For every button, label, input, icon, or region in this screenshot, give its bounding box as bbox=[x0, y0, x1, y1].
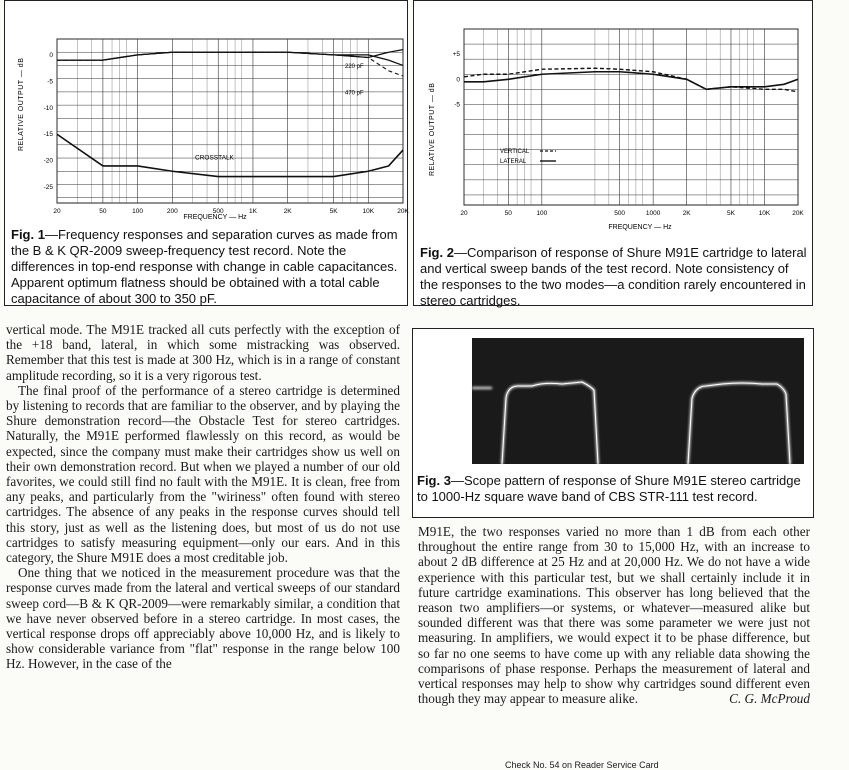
annotation-470pf: 470 pF bbox=[345, 90, 364, 97]
legend-vertical: VERTICAL bbox=[500, 149, 530, 155]
y-tick-label: -5 bbox=[454, 101, 460, 109]
x-tick-label: 20 bbox=[460, 210, 468, 217]
y-tick-label: -5 bbox=[47, 78, 53, 86]
y-tick-label: -25 bbox=[43, 184, 53, 192]
y-tick-label: 0 bbox=[49, 51, 53, 59]
x-tick-label: 100 bbox=[536, 210, 548, 217]
paragraph: The final proof of the performance of a stereo cartridge is determined by listening to records that are familiar to the observer, and by playing the Shure demonstration record—the Obstacle Test for stereo cartridges. Naturally, the M91E performed flawlessly on this record, as would be expected, since the company must make their cartridges show us well on their own demonstration record. But when we played a number of our old favorites, we could still find no fault with the M91E. It is clean, free from any peaks, and particularly from the "wiriness" often found with stereo cartridges. The absence of any peaks in the response curves should tell this story, just as well as the listening does, but most of us do not use cartridges to satisfy measuring equipment—only our ears. And in this category, the Shure M91E does a most creditable job. bbox=[6, 382, 400, 566]
x-tick-label: 20 bbox=[53, 208, 61, 215]
x-tick-label: 500 bbox=[212, 208, 224, 215]
x-tick-label: 50 bbox=[99, 208, 107, 215]
x-tick-label: 1000 bbox=[645, 210, 661, 217]
series-line bbox=[464, 68, 798, 92]
x-tick-label: 1K bbox=[248, 208, 257, 215]
scope-photo bbox=[472, 338, 804, 464]
x-tick-label: 2K bbox=[682, 210, 691, 217]
y-tick-label: -10 bbox=[43, 104, 53, 112]
paragraph-text: M91E, the two responses varied no more than 1 dB from each other throughout the entire range from 30 to 15,000 Hz, with an increase to about 2 dB difference at 25 Hz and at 20,000 Hz. We do not have a wide experience with this particular test, but we shall certainly include it in future cartridge examinations. This observer has long believed that the reason two amplifiers—or systems, or whatever—measured alike but sounded different was that there was some parameter we were just not measuring. In amplifiers, we would expect it to be phase difference, but so far no one seems to have come up with any reliable data showing the comparisons of phase response. Perhaps the measurement of lateral and vertical responses may help to show why cartridges sound different even though they may appear to measure alike. bbox=[418, 524, 810, 707]
y-tick-label: -20 bbox=[43, 157, 53, 165]
x-tick-label: 50 bbox=[504, 210, 512, 217]
x-tick-label: 5K bbox=[726, 210, 735, 217]
x-tick-label: 5K bbox=[329, 208, 338, 215]
right-column bbox=[418, 524, 810, 706]
x-tick-label: 100 bbox=[132, 208, 144, 215]
annotation-220pf: 220 pF bbox=[345, 64, 364, 71]
fig2-ylabel: RELATIVE OUTPUT — dB bbox=[429, 82, 436, 176]
x-tick-label: 10K bbox=[362, 208, 375, 215]
square-wave-trace bbox=[472, 338, 804, 464]
legend-lateral: LATERAL bbox=[500, 159, 527, 165]
fig3-caption-label: Fig. 3 bbox=[417, 473, 451, 488]
fig1-caption-text: —Frequency responses and separation curves as made from the B & K QR-2009 sweep-frequency test record. Note the differences in top-end response with change in cable capacitances. Apparent optimum flatness should be obtained with a total cable capacitance of about 300 to 350 pF. bbox=[11, 227, 398, 306]
paragraph: vertical mode. The M91E tracked all cuts perfectly with the exception of the +18 band, lateral, in which some mistracking was observed. Remember that this test is made at 300 Hz, which is in a range of constant amplitude recording, so it is a very rigorous test. bbox=[6, 322, 400, 383]
x-tick-label: 20K bbox=[397, 208, 409, 215]
left-column bbox=[6, 322, 400, 672]
fig1-xlabel: FREQUENCY — Hz bbox=[183, 214, 247, 221]
x-tick-label: 200 bbox=[166, 208, 178, 215]
fig2-caption-label: Fig. 2 bbox=[420, 245, 454, 260]
fig1-caption-label: Fig. 1 bbox=[11, 227, 45, 242]
signature: C. G. McProud bbox=[729, 691, 810, 707]
x-tick-label: 20K bbox=[792, 210, 804, 217]
fig3-caption bbox=[417, 473, 809, 505]
figure-1 bbox=[4, 0, 408, 306]
annotation-crosstalk: CROSSTALK bbox=[195, 154, 234, 162]
paragraph: One thing that we noticed in the measurement procedure was that the response curves made from the lateral and vertical sweeps of our standard sweep cord—B & K QR-2009—were remarkably similar, a condition that we have never observed before in a stereo cartridge. In most cases, the vertical response drops off appreciably above 10,000 Hz, and is likely to show considerable variance from "flat" response in the range below 100 Hz. However, in the case of the bbox=[6, 565, 400, 672]
y-tick-label: -15 bbox=[43, 131, 53, 139]
fig1-ylabel: RELATIVE OUTPUT — dB bbox=[18, 57, 25, 151]
y-tick-label: 0 bbox=[456, 76, 460, 84]
fig1-chart bbox=[5, 1, 409, 226]
fig2-chart bbox=[414, 1, 811, 239]
fig2-caption-text: —Comparison of response of Shure M91E cartridge to lateral and vertical sweep bands of the test record. Note consistency of the responses to the two modes—a condition rarely encountered in stereo cartridges. bbox=[420, 245, 807, 308]
y-tick-label: +5 bbox=[452, 51, 460, 59]
x-tick-label: 10K bbox=[758, 210, 771, 217]
fig2-caption bbox=[420, 245, 808, 309]
fig1-caption bbox=[11, 227, 403, 307]
footer-note: Check No. 54 on Reader Service Card bbox=[505, 760, 659, 770]
paragraph bbox=[418, 524, 810, 706]
fig2-xlabel: FREQUENCY — Hz bbox=[608, 224, 672, 231]
figure-2 bbox=[413, 0, 813, 306]
x-tick-label: 500 bbox=[614, 210, 626, 217]
x-tick-label: 2K bbox=[283, 208, 292, 215]
fig3-caption-text: —Scope pattern of response of Shure M91E stereo cartridge to 1000-Hz square wave band of CBS STR-111 test record. bbox=[417, 473, 801, 504]
